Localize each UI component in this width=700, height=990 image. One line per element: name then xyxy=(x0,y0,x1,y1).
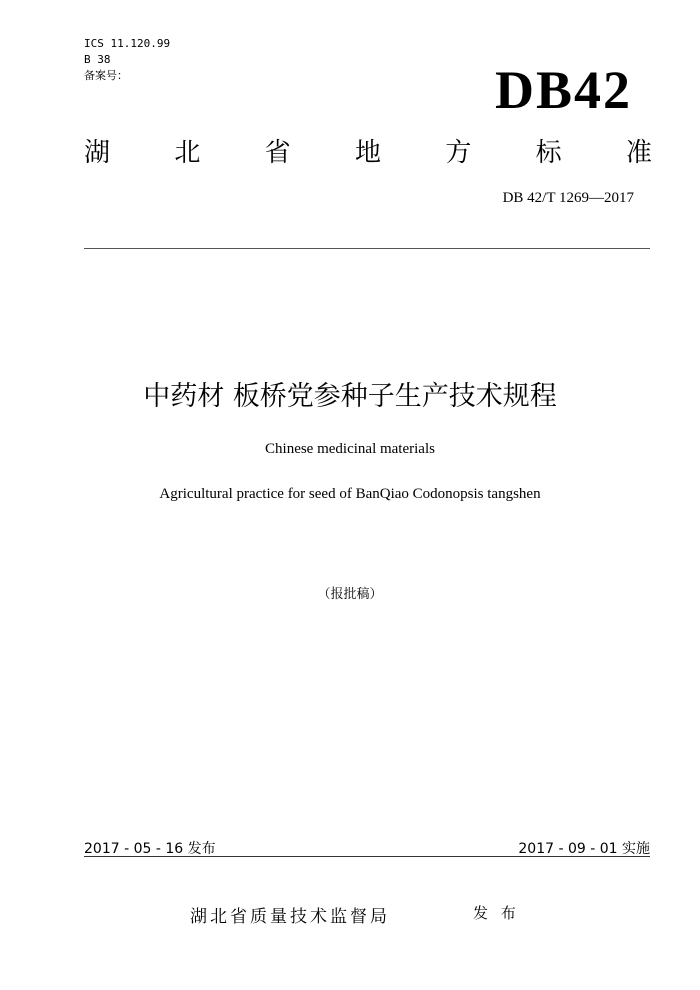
record-number-label: 备案号： xyxy=(84,69,128,82)
header-divider xyxy=(84,248,650,249)
implementation-date: 2017 - 09 - 01 实施 xyxy=(518,841,650,857)
draft-status-note: （报批稿） xyxy=(317,587,383,602)
issue-date: 2017 - 05 - 16 发布 xyxy=(84,841,216,857)
standard-type-char: 方 xyxy=(445,138,472,168)
standard-type-heading xyxy=(84,136,652,170)
classification-code: B 38 xyxy=(84,53,111,66)
standard-type-char: 准 xyxy=(625,138,652,168)
standard-type-char: 北 xyxy=(174,138,201,168)
standard-type-char: 标 xyxy=(535,138,562,168)
document-title-chinese: 中药材 板桥党参种子生产技术规程 xyxy=(143,381,557,412)
ics-code: ICS 11.120.99 xyxy=(84,37,171,50)
standard-type-char: 省 xyxy=(264,138,291,168)
publish-label: 发 布 xyxy=(473,904,520,922)
document-title-english-line1: Chinese medicinal materials xyxy=(265,441,435,457)
issuing-authority: 湖北省质量技术监督局 xyxy=(190,907,390,927)
standard-type-char: 湖 xyxy=(84,138,111,168)
standard-number: DB 42/T 1269—2017 xyxy=(502,190,634,206)
document-title-english-line2: Agricultural practice for seed of BanQiao Codonopsis tangshen xyxy=(159,486,541,502)
standard-logo: DB42 xyxy=(494,60,632,120)
standard-type-char: 地 xyxy=(354,138,381,168)
footer-divider xyxy=(84,856,650,857)
